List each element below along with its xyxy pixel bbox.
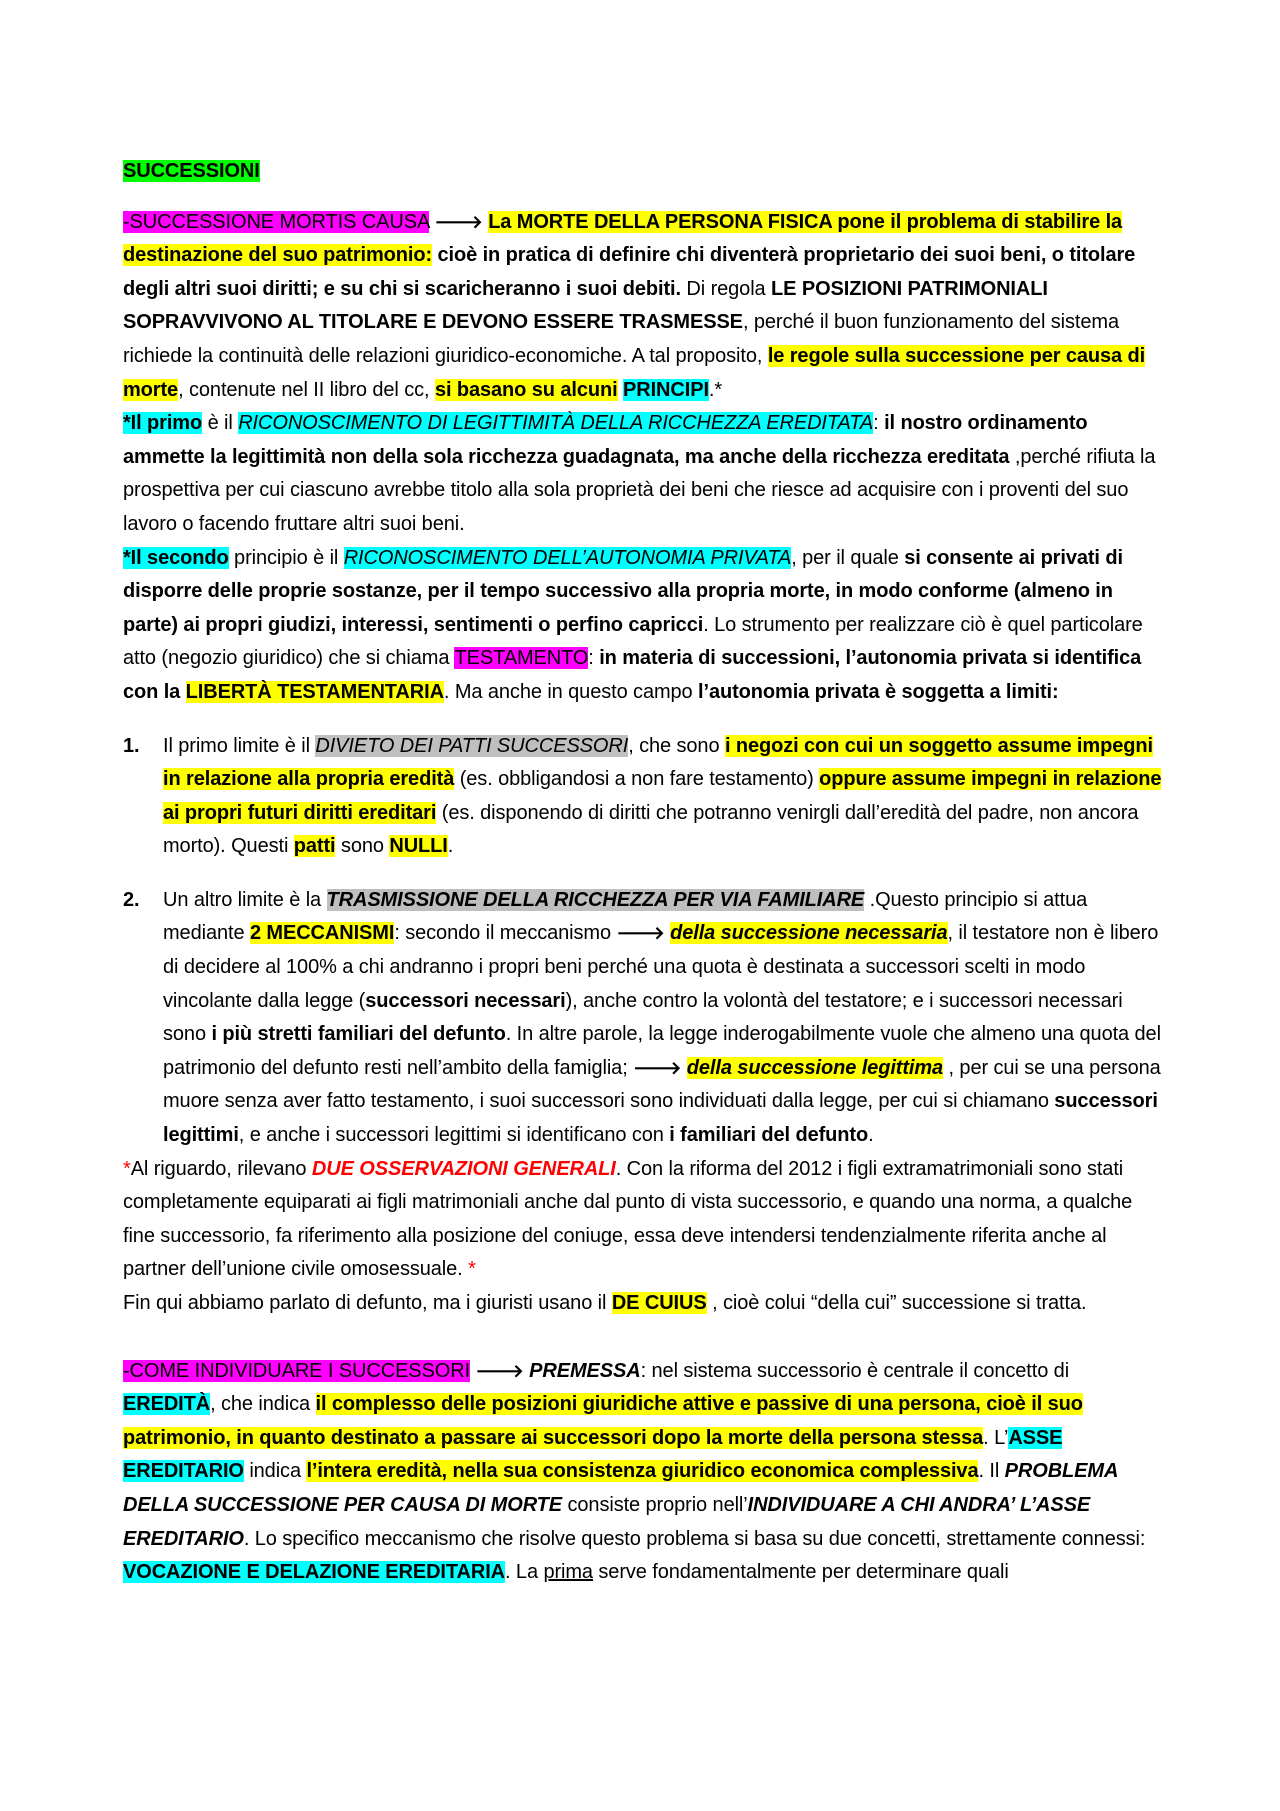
doc-title xyxy=(123,155,1163,189)
title-highlight: SUCCESSIONI xyxy=(123,160,260,182)
right-arrow-icon: 🡒 xyxy=(434,211,483,233)
principle-second: *Il secondo principio è il RICONOSCIMENTO DELL’AUTONOMIA PRIVATA, per il quale si consente ai privati di disporre delle proprie sostanze, per il tempo successivo alla propria morte, in modo conforme (almeno in parte) ai propri giudizi, interessi, sentimenti o perfino capricci. Lo strumento per realizzare ciò è quel particolare atto (negozio giuridico) che si chiama TESTAMENTO: in materia di successioni, l’autonomia privata si identifica con la LIBERTÀ TESTAMENTARIA. Ma anche in questo campo l’autonomia privata è soggetta a limiti: xyxy=(123,546,1143,703)
general-observations: *Al riguardo, rilevano DUE OSSERVAZIONI GENERALI. Con la riforma del 2012 i figli extramatrimoniali sono stati completamente equiparati ai figli matrimoniali anche dal punto di vista successorio, e quando una norma, a qualche fine successorio, fa riferimento alla posizione del coniuge, essa deve intendersi tendenzialmente riferita anche al partner dell’unione civile omosessuale. * xyxy=(123,1157,1133,1281)
list-number: 1. xyxy=(123,734,140,757)
list-item: 1. Il primo limite è il DIVIETO DEI PATTI SUCCESSORI, che sono i negozi con cui un soggetto assume impegni in relazione alla propria eredità (es. obbligandosi a non fare testamento) oppure assume impegni in relazione ai propri futuri diritti ereditari (es. disponendo di diritti che potranno venirgli dall’eredità del padre, non ancora morto). Questi patti sono NULLI. xyxy=(123,730,1163,864)
section-mortis-causa: -SUCCESSIONE MORTIS CAUSA 🡒 La MORTE DELLA PERSONA FISICA pone il problema di stabilire la destinazione del suo patrimonio: cioè in pratica di definire chi diventerà proprietario dei suoi beni, o titolare degli altri suoi diritti; e su chi si scaricheranno i suoi debiti. Di regola LE POSIZIONI PATRIMONIALI SOPRAVVIVONO AL TITOLARE E DEVONO ESSERE TRASMESSE, perché il buon funzionamento del sistema richiede la continuità delle relazioni giuridico-economiche. A tal proposito, le regole sulla successione per causa di morte, contenute nel II libro del cc, si basano su alcuni PRINCIPI.* xyxy=(123,210,1146,401)
list-item: 2. Un altro limite è la TRASMISSIONE DELLA RICCHEZZA PER VIA FAMILIARE .Questo principio si attua mediante 2 MECCANISMI: secondo il meccanismo 🡒 della successione necessaria, il testatore non è libero di decidere al 100% a chi andranno i propri beni perché una quota è destinata a successori scelti in modo vincolante dalla legge (successori necessari), anche contro la volontà del testatore; e i successori necessari sono i più stretti familiari del defunto. In altre parole, la legge inderogabilmente vuole che almeno una quota del patrimonio del defunto resti nell’ambito della famiglia; 🡒 della successione legittima , per cui se una persona muore senza aver fatto testamento, i suoi successori sono individuati dalla legge, per cui si chiamano successori legittimi, e anche i successori legittimi si identificano con i familiari del defunto. xyxy=(123,884,1163,1153)
right-arrow-icon: 🡒 xyxy=(475,1360,524,1382)
list-number: 2. xyxy=(123,888,140,911)
principle-first: *Il primo è il RICONOSCIMENTO DI LEGITTIMITÀ DELLA RICCHEZZA EREDITATA: il nostro ordinamento ammette la legittimità non della sola ricchezza guadagnata, ma anche della ricchezza ereditata ,perché rifiuta la prospettiva per cui ciascuno avrebbe titolo alla sola proprietà dei beni che riesce ad acquisire con i proventi del suo lavoro o facendo fruttare altri suoi beni. xyxy=(123,412,1156,535)
document-page xyxy=(123,155,1163,1590)
section-come-individuare: -COME INDIVIDUARE I SUCCESSORI 🡒 PREMESSA: nel sistema successorio è centrale il concetto di EREDITÀ, che indica il complesso delle posizioni giuridiche attive e passive di una persona, cioè il suo patrimonio, in quanto destinato a passare ai successori dopo la morte della persona stessa. L’ASSE EREDITARIO indica l’intera eredità, nella sua consistenza giuridico economica complessiva. Il PROBLEMA DELLA SUCCESSIONE PER CAUSA DI MORTE consiste proprio nell’INDIVIDUARE A CHI ANDRA’ L’ASSE EREDITARIO. Lo specifico meccanismo che risolve questo problema si basa su due concetti, strettamente connessi: VOCAZIONE E DELAZIONE EREDITARIA. La prima serve fondamentalmente per determinare quali xyxy=(123,1359,1146,1584)
right-arrow-icon: 🡒 xyxy=(616,923,665,945)
limits-list xyxy=(123,730,1163,1153)
de-cuius-paragraph: Fin qui abbiamo parlato di defunto, ma i giuristi usano il DE CUIUS , cioè colui “della cui” successione si tratta. xyxy=(123,1292,1087,1314)
section-heading: -SUCCESSIONE MORTIS CAUSA xyxy=(123,210,430,233)
section-heading: -COME INDIVIDUARE I SUCCESSORI xyxy=(123,1359,471,1382)
right-arrow-icon: 🡒 xyxy=(633,1057,682,1079)
